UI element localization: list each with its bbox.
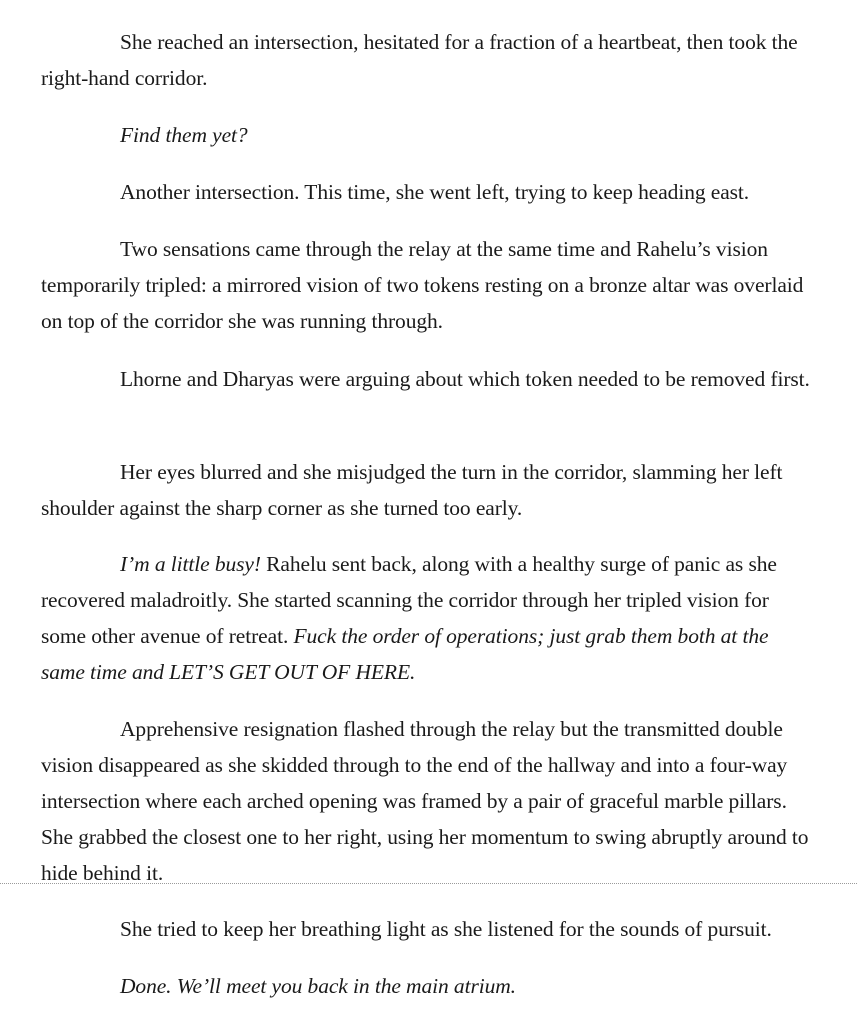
- paragraph-3-text: Another intersection. This time, she went left, trying to keep heading east.: [120, 180, 750, 204]
- paragraph-9-text: She tried to keep her breathing light as she listened for the sounds of pursuit.: [120, 917, 772, 941]
- paragraph-2-text: Find them yet?: [120, 123, 248, 147]
- paragraph-9: [41, 911, 817, 947]
- paragraph-7-text-roman: Rahelu sent back, along with a healthy surge of panic as she recovered maladroitly. She started scanning the corridor through her tripled vision for some other avenue of retreat.: [41, 552, 777, 648]
- paragraph-10-text: Done. We’ll meet you back in the main atrium.: [120, 974, 516, 998]
- paragraph-3: [41, 174, 817, 210]
- paragraph-4: [41, 231, 817, 339]
- paragraph-8-text: Apprehensive resignation flashed through the relay but the transmitted double vision disappeared as she skidded through to the end of the hallway and into a four-way intersection where each arched opening was framed by a pair of graceful marble pillars. She grabbed the closest one to her right, using her momentum to swing abruptly around to hide behind it.: [41, 717, 809, 885]
- paragraph-7-text-italic-b: Fuck the order of operations; just grab them both at the same time and LET’S GET OUT OF HERE.: [41, 624, 769, 684]
- paragraph-6: [41, 454, 817, 526]
- paragraph-8: [41, 711, 817, 891]
- paragraph-1-text: She reached an intersection, hesitated for a fraction of a heartbeat, then took the right-hand corridor.: [41, 30, 798, 90]
- paragraph-7: [41, 546, 817, 690]
- paragraph-6-text: Her eyes blurred and she misjudged the turn in the corridor, slamming her left shoulder against the sharp corner as she turned too early.: [41, 460, 783, 520]
- paragraph-10: [41, 968, 817, 1004]
- paragraph-7-text-italic-a: I’m a little busy!: [120, 552, 261, 576]
- paragraph-5-text: Lhorne and Dharyas were arguing about which token needed to be removed first.: [120, 367, 810, 391]
- paragraph-1: [41, 24, 817, 96]
- paragraph-2: [41, 117, 817, 153]
- paragraph-4-text: Two sensations came through the relay at the same time and Rahelu’s vision temporarily tripled: a mirrored vision of two tokens resting on a bronze altar was overlaid on top of the corridor she was running through.: [41, 237, 804, 333]
- page-break-divider: [0, 883, 857, 884]
- paragraph-5: [41, 361, 817, 397]
